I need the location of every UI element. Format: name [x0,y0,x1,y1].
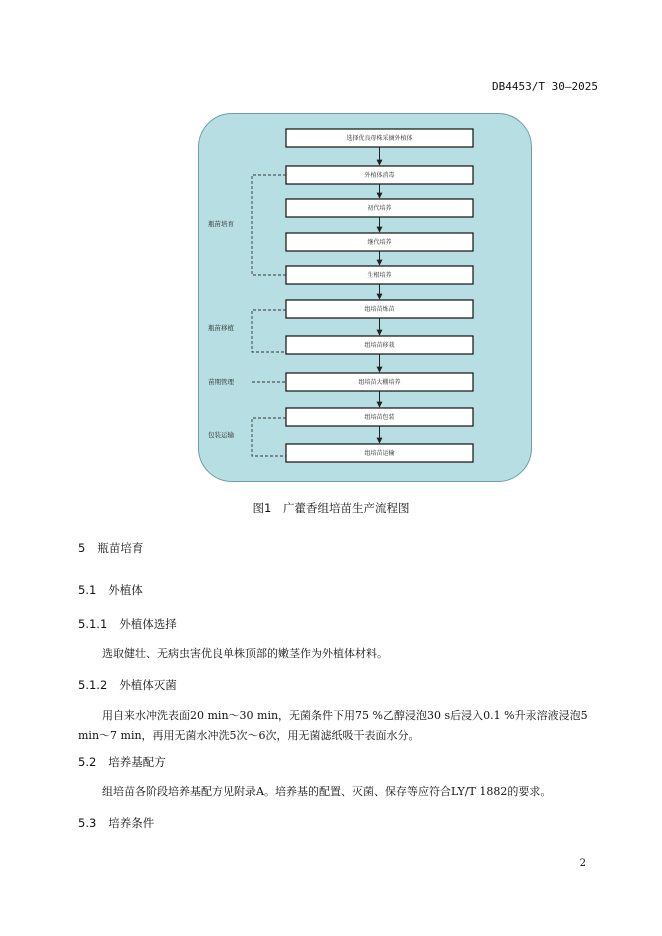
flow-group-label: 瓶苗移植 [208,324,234,332]
section-number: 5 [78,541,86,555]
flow-step-label: 组培苗移栽 [364,342,395,349]
flow-step [286,266,473,284]
flow-step [286,336,473,354]
section-heading [78,582,143,598]
paragraph: 选取健壮、无病虫害优良单株顶部的嫩茎作为外植体材料。 [102,647,388,660]
page-number: 2 [579,858,586,869]
section-heading [78,677,177,693]
section-number: 5.3 [78,816,97,830]
section-heading [78,754,166,770]
flow-step-label: 外植体消毒 [364,172,395,179]
flow-step-label: 组培苗炼苗 [364,306,395,313]
flow-step [286,166,473,184]
flow-group-bracket [252,310,286,352]
section-title: 外植体灭菌 [119,678,177,692]
flow-group-bracket [252,175,286,275]
section-title: 外植体 [108,583,143,597]
caption-number: 图1 [252,501,272,515]
figure-caption [0,500,662,516]
section-heading [78,815,154,831]
section-number: 5.2 [78,755,97,769]
flow-step-label: 组培苗运输 [364,450,395,457]
flow-step-label: 组培苗大棚培养 [358,379,401,386]
section-title: 培养条件 [108,816,155,830]
section-number: 5.1.1 [78,617,108,631]
flow-step-label: 继代培养 [367,239,392,246]
flow-step [286,444,473,462]
section-heading [78,540,143,556]
flow-step [286,233,473,251]
flow-step [286,300,473,318]
section-title: 外植体选择 [119,617,177,631]
document-code: DB4453/T 30—2025 [492,80,598,93]
section-number: 5.1 [78,583,97,597]
flow-step [286,373,473,391]
paragraph: 组培苗各阶段培养基配方见附录A。培养基的配置、灭菌、保存等应符合LY/T 1882的要求。 [102,785,552,798]
section-heading [78,616,177,632]
flow-group-label: 苗期管理 [208,378,234,386]
flow-step-label: 组培苗包装 [364,414,395,421]
flow-group-bracket [252,418,286,456]
flow-step-label: 初代培养 [367,205,392,212]
flow-step-label: 生根培养 [367,272,392,279]
flow-group-label: 瓶苗培育 [208,220,234,228]
paragraph: 用自来水冲洗表面20 min～30 min，无菌条件下用75 %乙醇浸泡30 s后浸入0.1 %升汞溶液浸泡5 min～7 min，再用无菌水冲洗5次～6次，用无菌滤纸吸干表面水分。 [78,709,588,742]
caption-text: 广藿香组培苗生产流程图 [282,501,410,515]
flow-step [286,408,473,426]
section-number: 5.1.2 [78,678,108,692]
flow-step [286,199,473,217]
section-title: 瓶苗培育 [97,541,144,555]
section-title: 培养基配方 [108,755,166,769]
flow-group-label: 包装运输 [208,431,234,439]
flow-step-label: 选择优良母株采摘外植体 [346,135,413,142]
flow-step [286,129,473,147]
